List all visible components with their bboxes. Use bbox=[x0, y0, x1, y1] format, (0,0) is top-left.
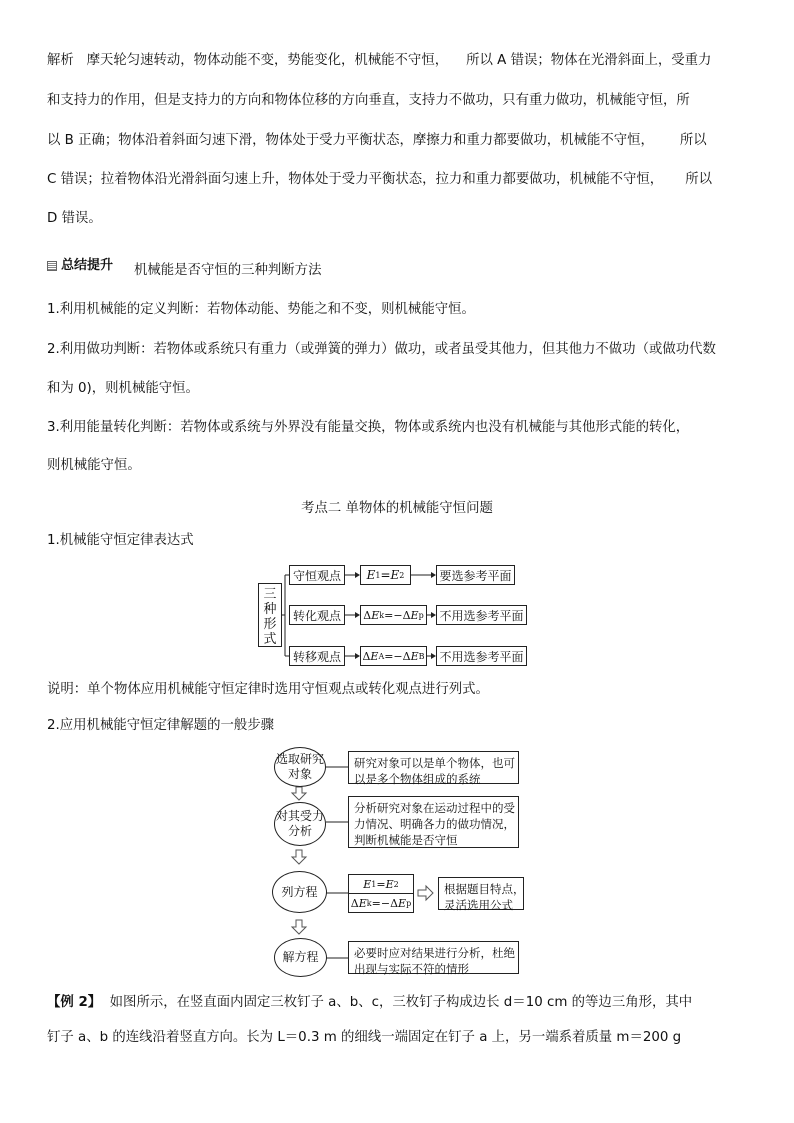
example-line-2: 钉子 a、b 的连线沿着竖直方向。长为 L＝0.3 m 的细线一端固定在钉子 a 上，另一端系着质量 m＝200 g bbox=[47, 1030, 682, 1045]
summary-heading: 总结提升 bbox=[47, 254, 113, 273]
remark: 说明：单个物体应用机械能守恒定律时选用守恒观点或转化观点进行列式。 bbox=[47, 682, 489, 697]
step-3-eq1: E 1 = E 2 bbox=[363, 877, 399, 891]
step-4-circle: 解方程 bbox=[274, 938, 327, 977]
analysis-line-3: 以 B 正确；物体沿着斜面匀速下滑，物体处于受力平衡状态，摩擦力和重力都要做功，机械能不守恒， 所以 bbox=[47, 133, 707, 148]
subheading-2: 2.应用机械能守恒定律解题的一般步骤 bbox=[47, 718, 275, 733]
summary-point-3a: 3.利用能量转化判断：若物体或系统与外界没有能量交换，物体或系统内也没有机械能与其他形式能的转化， bbox=[47, 420, 690, 435]
summary-point-2b: 和为 0)，则机械能守恒。 bbox=[47, 381, 199, 396]
step-3-desc: 根据题目特点， 灵活选用公式 bbox=[438, 877, 524, 910]
note-transfer: 不用选参考平面 bbox=[436, 646, 527, 666]
example-line-1: 【例 2】 如图所示，在竖直面内固定三枚钉子 a、b、c，三枚钉子构成边长 d＝10 cm 的等边三角形，其中 bbox=[47, 995, 693, 1010]
step-4-desc: 必要时应对结果进行分析，杜绝 出现与实际不符的情形 bbox=[348, 941, 519, 974]
step-1-circle: 选取研究对象 bbox=[274, 747, 326, 787]
analysis-line-1: 解析 摩天轮匀速转动，物体动能不变，势能变化，机械能不守恒， 所以 A 错误；物体在光滑斜面上，受重力 bbox=[47, 53, 712, 68]
step-2-desc: 分析研究对象在运动过程中的受 力情况、明确各力的做功情况， 判断机械能是否守恒 bbox=[348, 796, 519, 848]
analysis-label: 解析 bbox=[47, 53, 74, 68]
analysis-line-2: 和支持力的作用，但是支持力的方向和物体位移的方向垂直，支持力不做功，只有重力做功，机械能守恒，所 bbox=[47, 93, 690, 108]
step-3-equations bbox=[348, 874, 414, 913]
view-conservation: 守恒观点 bbox=[289, 565, 345, 585]
example-label: 【例 2】 bbox=[47, 995, 102, 1010]
eq-conservation: E 1 = E 2 bbox=[360, 565, 411, 585]
note-conservation: 要选参考平面 bbox=[436, 565, 515, 585]
section-title: 考点二 单物体的机械能守恒问题 bbox=[301, 501, 493, 516]
summary-point-1: 1.利用机械能的定义判断：若物体动能、势能之和不变，则机械能守恒。 bbox=[47, 302, 475, 317]
analysis-line-5: D 错误。 bbox=[47, 211, 102, 226]
analysis-line-4: C 错误；拉着物体沿光滑斜面匀速上升，物体处于受力平衡状态，拉力和重力都要做功，机械能不守恒， 所以 bbox=[47, 172, 712, 187]
step-2-circle: 对其受力分析 bbox=[274, 802, 326, 846]
eq-transfer: Δ E A =−Δ E B bbox=[360, 646, 427, 666]
step-1-desc: 研究对象可以是单个物体，也可 以是多个物体组成的系统 bbox=[348, 751, 519, 784]
view-transfer: 转移观点 bbox=[289, 646, 345, 666]
summary-title: 机械能是否守恒的三种判断方法 bbox=[134, 263, 322, 278]
three-forms-label: 三种形式 bbox=[258, 583, 282, 647]
summary-point-3b: 则机械能守恒。 bbox=[47, 458, 141, 473]
subheading-1: 1.机械能守恒定律表达式 bbox=[47, 533, 194, 548]
eq-conversion: Δ E k =−Δ E p bbox=[360, 605, 427, 625]
step-3-circle: 列方程 bbox=[272, 871, 327, 913]
note-conversion: 不用选参考平面 bbox=[436, 605, 527, 625]
summary-point-2a: 2.利用做功判断：若物体或系统只有重力（或弹簧的弹力）做功，或者虽受其他力，但其他力不做功（或做功代数 bbox=[47, 342, 716, 357]
step-3-eq2: Δ E k =−Δ E p bbox=[349, 893, 413, 912]
view-conversion: 转化观点 bbox=[289, 605, 345, 625]
